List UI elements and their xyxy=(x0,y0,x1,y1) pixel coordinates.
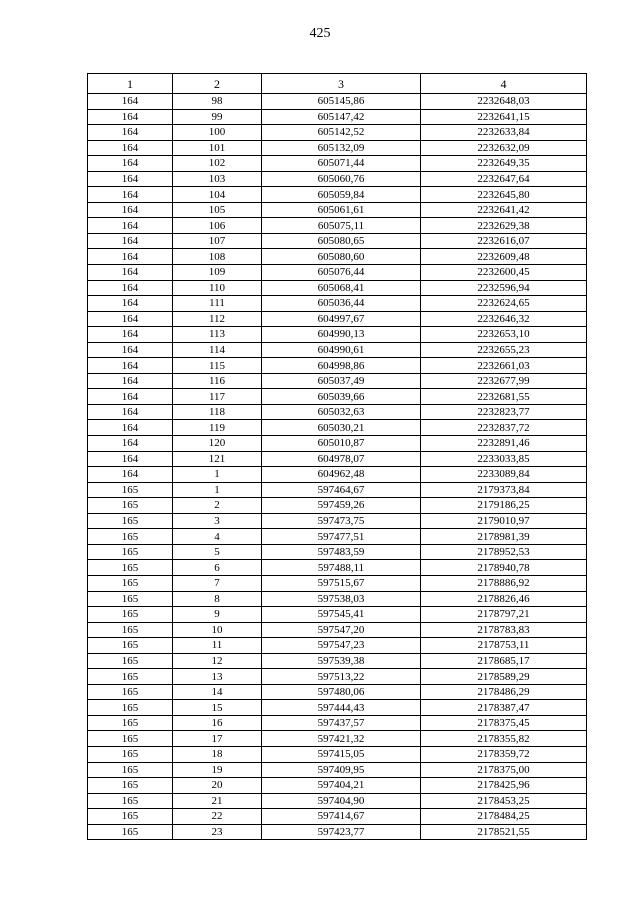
table-cell: 165 xyxy=(88,762,173,778)
table-cell: 2232647,64 xyxy=(421,171,587,187)
table-cell: 164 xyxy=(88,389,173,405)
table-cell: 18 xyxy=(173,746,262,762)
table-cell: 2179010,97 xyxy=(421,513,587,529)
table-cell: 2178685,17 xyxy=(421,653,587,669)
table-cell: 164 xyxy=(88,218,173,234)
table-cell: 605032,63 xyxy=(262,404,421,420)
table-cell: 14 xyxy=(173,684,262,700)
table-row xyxy=(88,327,587,343)
table-cell: 165 xyxy=(88,498,173,514)
table-cell: 2179186,25 xyxy=(421,498,587,514)
table-cell: 2178359,72 xyxy=(421,746,587,762)
table-cell: 164 xyxy=(88,140,173,156)
table-cell: 2178453,25 xyxy=(421,793,587,809)
table-cell: 164 xyxy=(88,109,173,125)
table-row xyxy=(88,358,587,374)
table-cell: 2178589,29 xyxy=(421,669,587,685)
table-cell: 597473,75 xyxy=(262,513,421,529)
table-cell: 2232629,38 xyxy=(421,218,587,234)
table-cell: 605036,44 xyxy=(262,296,421,312)
table-cell: 165 xyxy=(88,560,173,576)
table-cell: 597404,21 xyxy=(262,778,421,794)
table-row xyxy=(88,622,587,638)
table-cell: 17 xyxy=(173,731,262,747)
table-row xyxy=(88,575,587,591)
table-cell: 164 xyxy=(88,420,173,436)
table-cell: 105 xyxy=(173,202,262,218)
table-cell: 2178753,11 xyxy=(421,638,587,654)
table-cell: 100 xyxy=(173,125,262,141)
table-cell: 2179373,84 xyxy=(421,482,587,498)
table-row xyxy=(88,140,587,156)
table-cell: 2232677,99 xyxy=(421,373,587,389)
table-cell: 597480,06 xyxy=(262,684,421,700)
table-cell: 164 xyxy=(88,373,173,389)
table-cell: 604990,61 xyxy=(262,342,421,358)
table-row xyxy=(88,280,587,296)
table-cell: 605145,86 xyxy=(262,94,421,110)
table-cell: 8 xyxy=(173,591,262,607)
table-cell: 115 xyxy=(173,358,262,374)
table-cell: 597464,67 xyxy=(262,482,421,498)
table-row xyxy=(88,342,587,358)
table-cell: 164 xyxy=(88,94,173,110)
table-row xyxy=(88,513,587,529)
table-cell: 13 xyxy=(173,669,262,685)
table-cell: 2178783,83 xyxy=(421,622,587,638)
table-cell: 3 xyxy=(173,513,262,529)
table-cell: 165 xyxy=(88,669,173,685)
table-row xyxy=(88,498,587,514)
table-cell: 165 xyxy=(88,824,173,840)
table-row xyxy=(88,389,587,405)
table-cell: 2232648,03 xyxy=(421,94,587,110)
table-cell: 165 xyxy=(88,793,173,809)
table-row xyxy=(88,653,587,669)
table-cell: 21 xyxy=(173,793,262,809)
table-row xyxy=(88,125,587,141)
table-cell: 605030,21 xyxy=(262,420,421,436)
table-cell: 101 xyxy=(173,140,262,156)
table-cell: 165 xyxy=(88,513,173,529)
table-cell: 2232641,42 xyxy=(421,202,587,218)
table-row xyxy=(88,638,587,654)
table-cell: 2232681,55 xyxy=(421,389,587,405)
table-cell: 2 xyxy=(173,498,262,514)
table-cell: 9 xyxy=(173,607,262,623)
table-row xyxy=(88,451,587,467)
table-row xyxy=(88,669,587,685)
table-cell: 597423,77 xyxy=(262,824,421,840)
table-cell: 605080,60 xyxy=(262,249,421,265)
table-cell: 2178375,45 xyxy=(421,715,587,731)
table-cell: 597404,90 xyxy=(262,793,421,809)
table-cell: 164 xyxy=(88,187,173,203)
table-cell: 165 xyxy=(88,700,173,716)
table-cell: 164 xyxy=(88,311,173,327)
table-cell: 2178521,55 xyxy=(421,824,587,840)
table-cell: 1 xyxy=(173,467,262,483)
table-cell: 116 xyxy=(173,373,262,389)
table-cell: 164 xyxy=(88,280,173,296)
column-header: 2 xyxy=(173,74,262,94)
table-row xyxy=(88,202,587,218)
table-cell: 102 xyxy=(173,156,262,172)
table-cell: 22 xyxy=(173,809,262,825)
table-row xyxy=(88,265,587,281)
table-cell: 2178355,82 xyxy=(421,731,587,747)
table-row xyxy=(88,109,587,125)
table-cell: 165 xyxy=(88,482,173,498)
table-cell: 605037,49 xyxy=(262,373,421,389)
column-header: 1 xyxy=(88,74,173,94)
table-row xyxy=(88,560,587,576)
table-row xyxy=(88,684,587,700)
table-cell: 597545,41 xyxy=(262,607,421,623)
table-cell: 164 xyxy=(88,156,173,172)
table-cell: 111 xyxy=(173,296,262,312)
table-cell: 165 xyxy=(88,575,173,591)
table-cell: 165 xyxy=(88,622,173,638)
table-row xyxy=(88,809,587,825)
table-row xyxy=(88,373,587,389)
table-row xyxy=(88,436,587,452)
table-cell: 2232646,32 xyxy=(421,311,587,327)
table-cell: 121 xyxy=(173,451,262,467)
table-cell: 11 xyxy=(173,638,262,654)
table-cell: 2178886,92 xyxy=(421,575,587,591)
table-cell: 103 xyxy=(173,171,262,187)
table-row xyxy=(88,715,587,731)
table-cell: 1 xyxy=(173,482,262,498)
table-cell: 597483,59 xyxy=(262,544,421,560)
table-cell: 597459,26 xyxy=(262,498,421,514)
table-cell: 2232616,07 xyxy=(421,233,587,249)
table-cell: 165 xyxy=(88,746,173,762)
table-row xyxy=(88,762,587,778)
table-row xyxy=(88,824,587,840)
table-row xyxy=(88,420,587,436)
table-cell: 597414,67 xyxy=(262,809,421,825)
table-cell: 2232653,10 xyxy=(421,327,587,343)
table-cell: 2232641,15 xyxy=(421,109,587,125)
table-cell: 165 xyxy=(88,544,173,560)
table-cell: 165 xyxy=(88,715,173,731)
table-cell: 165 xyxy=(88,607,173,623)
table-cell: 165 xyxy=(88,591,173,607)
table-cell: 605080,65 xyxy=(262,233,421,249)
table-cell: 165 xyxy=(88,731,173,747)
table-cell: 597409,95 xyxy=(262,762,421,778)
table-cell: 605075,11 xyxy=(262,218,421,234)
table-cell: 2232823,77 xyxy=(421,404,587,420)
table-cell: 99 xyxy=(173,109,262,125)
table-row xyxy=(88,607,587,623)
table-cell: 2178486,29 xyxy=(421,684,587,700)
table-cell: 5 xyxy=(173,544,262,560)
table-cell: 605068,41 xyxy=(262,280,421,296)
table-cell: 98 xyxy=(173,94,262,110)
table-cell: 597477,51 xyxy=(262,529,421,545)
coordinates-table xyxy=(87,73,587,840)
table-cell: 119 xyxy=(173,420,262,436)
table-cell: 165 xyxy=(88,529,173,545)
table-row xyxy=(88,778,587,794)
table-cell: 106 xyxy=(173,218,262,234)
table-cell: 165 xyxy=(88,809,173,825)
table-cell: 597538,03 xyxy=(262,591,421,607)
table-cell: 597515,67 xyxy=(262,575,421,591)
table-cell: 164 xyxy=(88,125,173,141)
table-cell: 164 xyxy=(88,296,173,312)
table-row xyxy=(88,544,587,560)
table-cell: 597513,22 xyxy=(262,669,421,685)
table-row xyxy=(88,233,587,249)
table-cell: 597539,38 xyxy=(262,653,421,669)
table-cell: 164 xyxy=(88,249,173,265)
table-cell: 2178952,53 xyxy=(421,544,587,560)
table-row xyxy=(88,482,587,498)
table-body xyxy=(88,94,587,840)
table-cell: 104 xyxy=(173,187,262,203)
table-cell: 2178425,96 xyxy=(421,778,587,794)
table-cell: 164 xyxy=(88,233,173,249)
table-cell: 597488,11 xyxy=(262,560,421,576)
table-cell: 118 xyxy=(173,404,262,420)
table-cell: 597547,23 xyxy=(262,638,421,654)
table-cell: 165 xyxy=(88,653,173,669)
table-cell: 23 xyxy=(173,824,262,840)
table-cell: 164 xyxy=(88,436,173,452)
table-cell: 2178797,21 xyxy=(421,607,587,623)
table-cell: 164 xyxy=(88,265,173,281)
table-row xyxy=(88,404,587,420)
table-cell: 605039,66 xyxy=(262,389,421,405)
table-cell: 110 xyxy=(173,280,262,296)
table-cell: 2232609,48 xyxy=(421,249,587,265)
table-cell: 2232596,94 xyxy=(421,280,587,296)
table-row xyxy=(88,249,587,265)
column-header: 3 xyxy=(262,74,421,94)
table-cell: 164 xyxy=(88,342,173,358)
table-cell: 604997,67 xyxy=(262,311,421,327)
table-row xyxy=(88,529,587,545)
table-cell: 604990,13 xyxy=(262,327,421,343)
table-cell: 164 xyxy=(88,327,173,343)
table-cell: 597421,32 xyxy=(262,731,421,747)
table-cell: 2178981,39 xyxy=(421,529,587,545)
table-row xyxy=(88,700,587,716)
table-cell: 4 xyxy=(173,529,262,545)
table-cell: 605061,61 xyxy=(262,202,421,218)
table-cell: 10 xyxy=(173,622,262,638)
table-cell: 2232633,84 xyxy=(421,125,587,141)
table-row xyxy=(88,296,587,312)
table-cell: 2232624,65 xyxy=(421,296,587,312)
table-cell: 604978,07 xyxy=(262,451,421,467)
table-row xyxy=(88,467,587,483)
table-cell: 605060,76 xyxy=(262,171,421,187)
table-cell: 2232600,45 xyxy=(421,265,587,281)
table-cell: 165 xyxy=(88,778,173,794)
table-cell: 2232632,09 xyxy=(421,140,587,156)
table-cell: 2178940,78 xyxy=(421,560,587,576)
table-row xyxy=(88,187,587,203)
table-cell: 15 xyxy=(173,700,262,716)
table-row xyxy=(88,731,587,747)
table-cell: 7 xyxy=(173,575,262,591)
table-cell: 164 xyxy=(88,171,173,187)
table-row xyxy=(88,591,587,607)
table-row xyxy=(88,793,587,809)
table-cell: 108 xyxy=(173,249,262,265)
table-cell: 2232661,03 xyxy=(421,358,587,374)
table-cell: 597415,05 xyxy=(262,746,421,762)
table-row xyxy=(88,218,587,234)
table-cell: 113 xyxy=(173,327,262,343)
table-cell: 20 xyxy=(173,778,262,794)
table-cell: 164 xyxy=(88,358,173,374)
header-row xyxy=(88,74,587,94)
table-row xyxy=(88,746,587,762)
table-row xyxy=(88,171,587,187)
table-cell: 6 xyxy=(173,560,262,576)
table-cell: 2232645,80 xyxy=(421,187,587,203)
table-cell: 165 xyxy=(88,638,173,654)
table-cell: 12 xyxy=(173,653,262,669)
table-cell: 164 xyxy=(88,404,173,420)
table-cell: 2232655,23 xyxy=(421,342,587,358)
table-cell: 2178387,47 xyxy=(421,700,587,716)
table-cell: 2232891,46 xyxy=(421,436,587,452)
page-number: 425 xyxy=(309,26,331,41)
table-cell: 605142,52 xyxy=(262,125,421,141)
table-cell: 2178484,25 xyxy=(421,809,587,825)
table-cell: 164 xyxy=(88,467,173,483)
table-cell: 2233033,85 xyxy=(421,451,587,467)
table-cell: 2233089,84 xyxy=(421,467,587,483)
table-cell: 164 xyxy=(88,451,173,467)
table-cell: 120 xyxy=(173,436,262,452)
table-cell: 16 xyxy=(173,715,262,731)
table-row xyxy=(88,311,587,327)
table-cell: 597547,20 xyxy=(262,622,421,638)
table-cell: 109 xyxy=(173,265,262,281)
table-cell: 2178375,00 xyxy=(421,762,587,778)
table-cell: 597437,57 xyxy=(262,715,421,731)
table-cell: 605010,87 xyxy=(262,436,421,452)
table-cell: 605132,09 xyxy=(262,140,421,156)
table-cell: 19 xyxy=(173,762,262,778)
table-row xyxy=(88,156,587,172)
table-row xyxy=(88,94,587,110)
table-cell: 605059,84 xyxy=(262,187,421,203)
table-cell: 605147,42 xyxy=(262,109,421,125)
table-cell: 107 xyxy=(173,233,262,249)
column-header: 4 xyxy=(421,74,587,94)
table-cell: 165 xyxy=(88,684,173,700)
table-cell: 114 xyxy=(173,342,262,358)
table-cell: 2232649,35 xyxy=(421,156,587,172)
table-cell: 112 xyxy=(173,311,262,327)
table-cell: 164 xyxy=(88,202,173,218)
table-cell: 2232837,72 xyxy=(421,420,587,436)
table-cell: 117 xyxy=(173,389,262,405)
table-cell: 604962,48 xyxy=(262,467,421,483)
table-cell: 605076,44 xyxy=(262,265,421,281)
table-cell: 597444,43 xyxy=(262,700,421,716)
table-cell: 605071,44 xyxy=(262,156,421,172)
table-cell: 604998,86 xyxy=(262,358,421,374)
table-cell: 2178826,46 xyxy=(421,591,587,607)
